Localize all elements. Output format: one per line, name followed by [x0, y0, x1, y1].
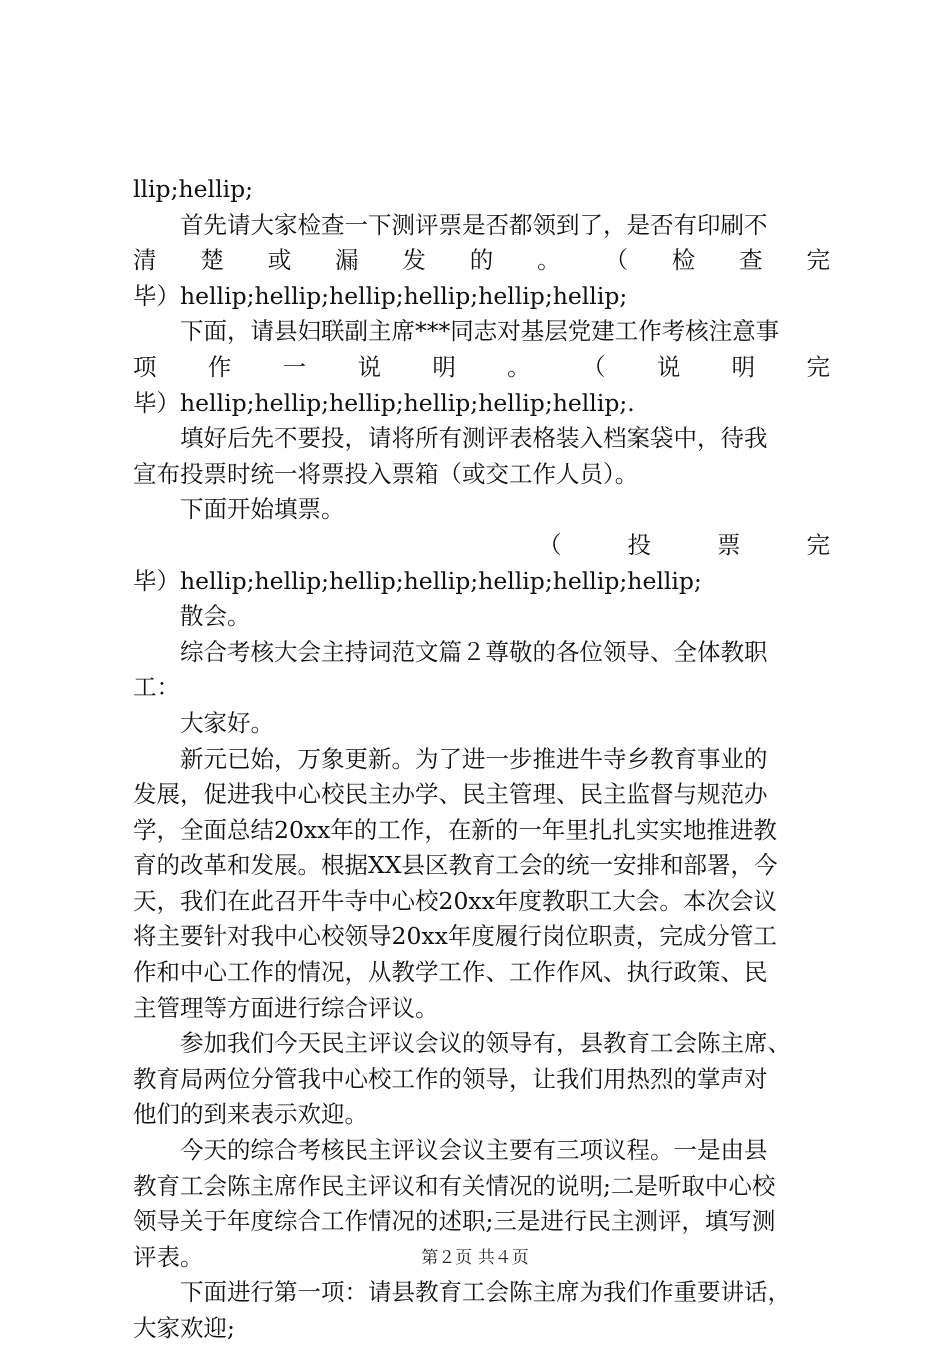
text-line: 宣布投票时统一将票投入票箱（或交工作人员）。 [133, 459, 639, 488]
text-line: 首先请大家检查一下测评票是否都领到了，是否有印刷不 [180, 210, 768, 239]
text-line: 将主要针对我中心校领导20xx年度履行岗位职责，完成分管工 [133, 922, 777, 951]
text-line: 今天的综合考核民主评议会议主要有三项议程。一是由县 [180, 1136, 768, 1165]
text-line: 下面进行第一项：请县教育工会陈主席为我们作重要讲话， [180, 1278, 791, 1307]
text-line: 工： [133, 673, 180, 702]
text-line: 天，我们在此召开牛寺中心校20xx年度教职工大会。本次会议 [133, 886, 777, 915]
text-line: 发展，促进我中心校民主办学、民主管理、民主监督与规范办 [133, 780, 768, 809]
text-line: 育的改革和发展。根据XX县区教育工会的统一安排和部署，今 [133, 851, 778, 880]
text-line: 毕）hellip;hellip;hellip;hellip;hellip;hellip; [133, 281, 628, 310]
text-line: 领导关于年度综合工作情况的述职;三是进行民主测评，填写测 [133, 1207, 776, 1236]
text-line: 主管理等方面进行综合评议。 [133, 993, 439, 1022]
text-line: llip;hellip; [133, 175, 254, 203]
text-line: 新元已始，万象更新。为了进一步推进牛寺乡教育事业的 [180, 744, 768, 773]
text-line: 教育局两位分管我中心校工作的领导，让我们用热烈的掌声对 [133, 1064, 768, 1093]
text-line: 作和中心工作的情况，从教学工作、工作作风、执行政策、民 [133, 958, 768, 987]
text-line: 下面开始填票。 [180, 495, 345, 524]
text-line: 毕）hellip;hellip;hellip;hellip;hellip;hellip;. [133, 388, 635, 417]
text-line: 教育工会陈主席作民主评议和有关情况的说明;二是听取中心校 [133, 1171, 776, 1200]
text-line: 评表。 [133, 1242, 204, 1271]
text-line: 项 作 一 说 明 。 （ 说 明 完 [133, 352, 830, 381]
text-line: 下面，请县妇联副主席***同志对基层党建工作考核注意事 [180, 317, 780, 346]
text-line: 清 楚 或 漏 发 的 。 （ 检 查 完 [133, 246, 830, 275]
text-line: 他们的到来表示欢迎。 [133, 1100, 368, 1129]
text-line: 参加我们今天民主评议会议的领导有，县教育工会陈主席、 [180, 1029, 791, 1058]
page-number-footer: 第２页 共４页 [421, 1248, 529, 1268]
text-line: 散会。 [180, 602, 251, 631]
text-line: 毕）hellip;hellip;hellip;hellip;hellip;hellip;hellip; [133, 566, 702, 595]
document-body [133, 172, 830, 1347]
text-line: 大家好。 [180, 708, 274, 737]
text-line: 综合考核大会主持词范文篇２尊敬的各位领导、全体教职 [180, 637, 768, 666]
text-line: 填好后先不要投，请将所有测评表格装入档案袋中，待我 [180, 424, 768, 453]
text-line: 学，全面总结20xx年的工作，在新的一年里扎扎实实地推进教 [133, 815, 777, 844]
text-line-right: （ 投 票 完 [538, 530, 830, 559]
text-line: 大家欢迎; [133, 1314, 235, 1342]
